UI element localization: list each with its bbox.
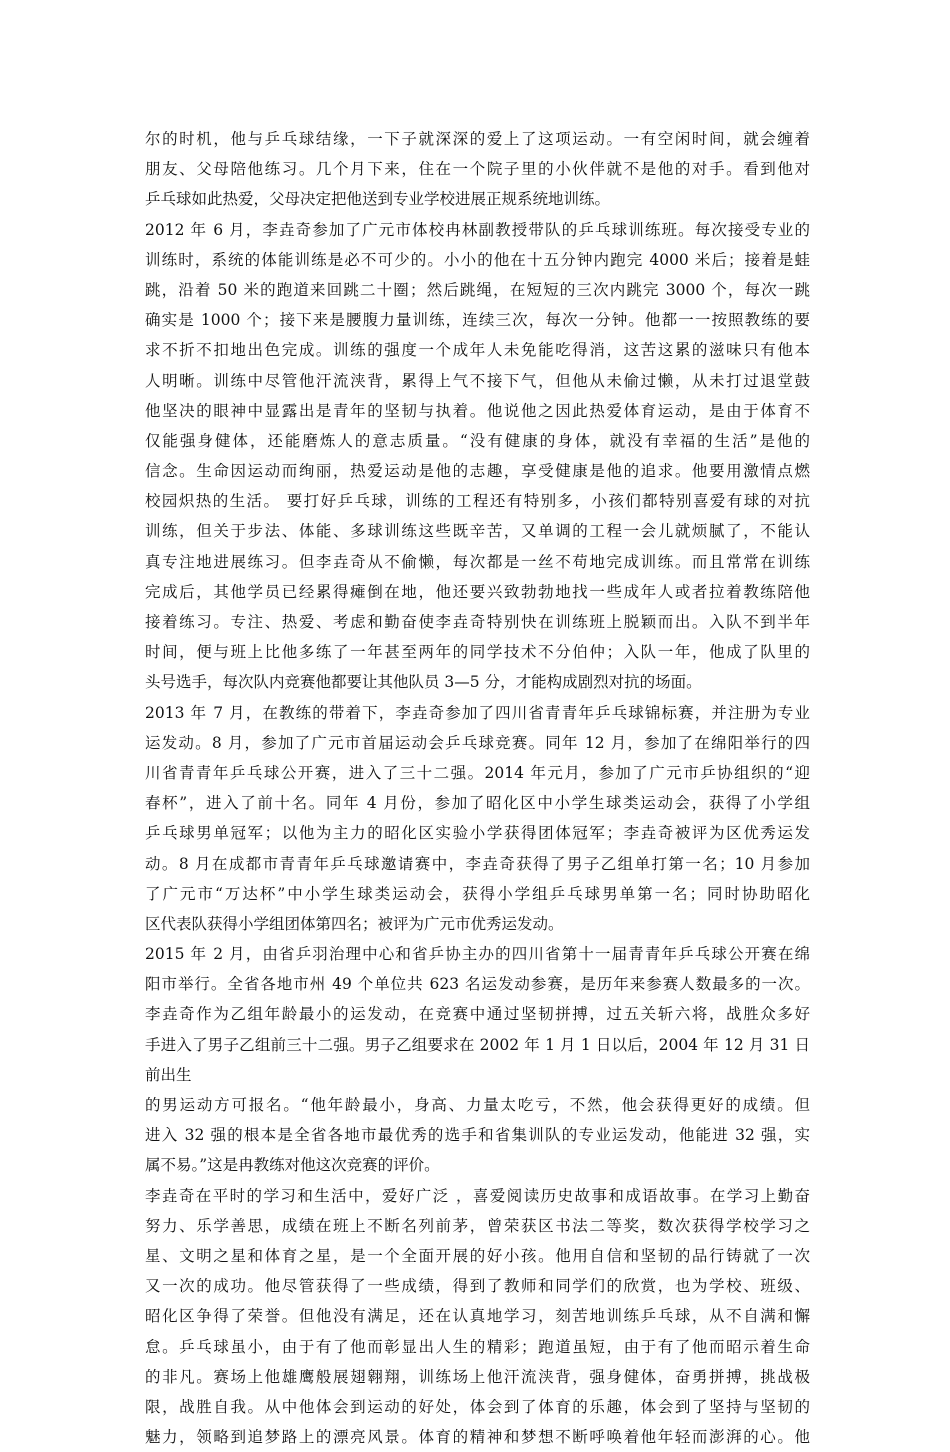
paragraph (145, 1090, 810, 1181)
paragraph-line: 完成后，其他学员已经累得瘫倒在地，他还要兴致勃勃地找一些成年人或者拉着教练陪他 (145, 582, 810, 601)
paragraph-line: 了广元市“万达杯”中小学生球类运动会，获得小学组乒乓球男单第一名；同时协助昭化 (145, 884, 810, 903)
paragraph-line: 真专注地进展练习。但李垚奇从不偷懒，每次都是一丝不苟地完成训练。而且常常在训练 (145, 552, 810, 571)
paragraph-line: 校园炽热的生活。 要打好乒乓球，训练的工程还有特别多，小孩们都特别喜爱有球的对抗 (145, 492, 810, 511)
paragraph-line: 的非凡。赛场上他雄鹰般展翅翱翔，训练场上他汗流浃背，强身健体，奋勇拼搏，挑战极 (145, 1367, 810, 1386)
paragraph-line: 进入 32 强的根本是全省各地市最优秀的选手和省集训队的专业运发动，他能进 32 强，实 (145, 1126, 810, 1145)
paragraph-line: 头号选手，每次队内竞赛他都要让其他队员 3—5 分，才能构成剧烈对抗的场面。 (145, 673, 702, 692)
paragraph-line: 昭化区争得了荣誉。但他没有满足，还在认真地学习，刻苦地训练乒乓球，从不自满和懈 (145, 1307, 810, 1326)
paragraph-line: 区代表队获得小学组团体第四名；被评为广元市优秀运发动。 (145, 914, 564, 933)
paragraph-line: 他坚决的眼神中显露出是青年的坚韧与执着。他说他之因此热爱体育运动，是由于体育不 (145, 401, 810, 420)
paragraph-line: 运发动。8 月，参加了广元市首届运动会乒乓球竞赛。同年 12 月，参加了在绵阳举行的四 (145, 733, 810, 752)
paragraph-line: 李垚奇在平时的学习和生活中，爱好广泛 ，喜爱阅读历史故事和成语故事。在学习上勤奋 (145, 1186, 810, 1205)
paragraph-line: 求不折不扣地出色完成。训练的强度一个成年人未免能吃得消，这苦这累的滋味只有他本 (145, 341, 810, 360)
paragraph-line: 接着练习。专注、热爱、考虑和勤奋使李垚奇特别快在训练班上脱颖而出。入队不到半年 (145, 613, 810, 631)
paragraph-line: 2013 年 7 月，在教练的带着下，李垚奇参加了四川省青青年乒乓球锦标赛，并注册为专业 (145, 703, 810, 722)
paragraph-line: 手进入了男子乙组前三十二强。男子乙组要求在 2002 年 1 月 1 日以后，2004 年 12 月 31 日 (145, 1035, 810, 1054)
paragraph (145, 215, 810, 698)
paragraph-line: 怠。乒乓球虽小，由于有了他而彰显出人生的精彩；跑道虽短，由于有了他而昭示着生命 (145, 1337, 810, 1356)
paragraph-line: 前出生 (145, 1065, 192, 1084)
paragraph (145, 698, 810, 940)
document-body (145, 124, 810, 1452)
paragraph-line: 川省青青年乒乓球公开赛，进入了三十二强。2014 年元月，参加了广元市乒协组织的“迎 (145, 763, 810, 782)
paragraph-line: 人明晰。训练中尽管他汗流浃背，累得上气不接下气，但他从未偷过懒，从未打过退堂鼓 (145, 371, 810, 390)
paragraph-line: 训练，但关于步法、体能、多球训练这些既辛苦，又单调的工程一会儿就烦腻了，不能认 (145, 522, 810, 541)
paragraph-line: 又一次的成功。他尽管获得了一些成绩，得到了教师和同学们的欣赏，也为学校、班级、 (145, 1277, 810, 1296)
paragraph (145, 939, 810, 1090)
paragraph-line: 2012 年 6 月，李垚奇参加了广元市体校冉林副教授带队的乒乓球训练班。每次接受专业的 (145, 220, 810, 239)
paragraph-line: 阳市举行。全省各地市州 49 个单位共 623 名运发动参赛，是历年来参赛人数最多的一次。 (145, 975, 810, 994)
paragraph-line: 属不易。”这是冉教练对他这次竞赛的评价。 (145, 1156, 440, 1175)
paragraph-line: 训练时，系统的体能训练是必不可少的。小小的他在十五分钟内跑完 4000 米后；接着是蛙 (145, 250, 810, 269)
paragraph-line: 乒乓球男单冠军；以他为主力的昭化区实验小学获得团体冠军；李垚奇被评为区优秀运发 (145, 824, 810, 843)
paragraph-line: 乒乓球如此热爱，父母决定把他送到专业学校进展正规系统地训练。 (145, 190, 611, 209)
paragraph (145, 1181, 810, 1452)
paragraph-line: 仅能强身健体，还能磨炼人的意志质量。“没有健康的身体，就没有幸福的生活”是他的 (145, 431, 810, 450)
paragraph-line: 限，战胜自我。从中他体会到运动的好处，体会到了体育的乐趣，体会到了坚持与坚韧的 (145, 1397, 810, 1416)
paragraph-line: 魅力，领略到追梦路上的漂亮风景。体育的精神和梦想不断呼唤着他年轻而澎湃的心。他 (145, 1428, 810, 1447)
paragraph-line: 动。8 月在成都市青青年乒乓球邀请赛中，李垚奇获得了男子乙组单打第一名；10 月参加 (145, 854, 810, 873)
paragraph-line: 尔的时机，他与乒乓球结缘，一下子就深深的爱上了这项运动。一有空闲时间，就会缠着 (145, 130, 810, 148)
paragraph (145, 124, 810, 215)
paragraph-line: 确实是 1000 个；接下来是腰腹力量训练，连续三次，每次一分钟。他都一一按照教练的要 (145, 311, 810, 330)
paragraph-line: 时间，便与班上比他多练了一年甚至两年的同学技术不分伯仲；入队一年，他成了队里的 (145, 643, 810, 662)
paragraph-line: 跳，沿着 50 米的跑道来回跳二十圈；然后跳绳，在短短的三次内跳完 3000 个，每次一跳 (145, 280, 810, 299)
paragraph-line: 春杯”，进入了前十名。同年 4 月份，参加了昭化区中小学生球类运动会，获得了小学组 (145, 794, 810, 813)
paragraph-line: 星、文明之星和体育之星，是一个全面开展的好小孩。他用自信和坚韧的品行铸就了一次 (145, 1246, 810, 1265)
paragraph-line: 努力、乐学善思，成绩在班上不断名列前茅，曾荣获区书法二等奖，数次获得学校学习之 (145, 1216, 810, 1235)
paragraph-line: 2015 年 2 月，由省乒羽治理中心和省乒协主办的四川省第十一届青青年乒乓球公开赛在绵 (145, 945, 810, 964)
paragraph-line: 的男运动方可报名。“他年龄最小，身高、力量太吃亏，不然，他会获得更好的成绩。但 (145, 1096, 810, 1114)
paragraph-line: 信念。生命因运动而绚丽，热爱运动是他的志趣，享受健康是他的追求。他要用激情点燃 (145, 462, 810, 481)
paragraph-line: 朋友、父母陪他练习。几个月下来，住在一个院子里的小伙伴就不是他的对手。看到他对 (145, 160, 810, 179)
paragraph-line: 李垚奇作为乙组年龄最小的运发动，在竞赛中通过坚韧拼搏，过五关斩六将，战胜众多好 (145, 1005, 810, 1024)
